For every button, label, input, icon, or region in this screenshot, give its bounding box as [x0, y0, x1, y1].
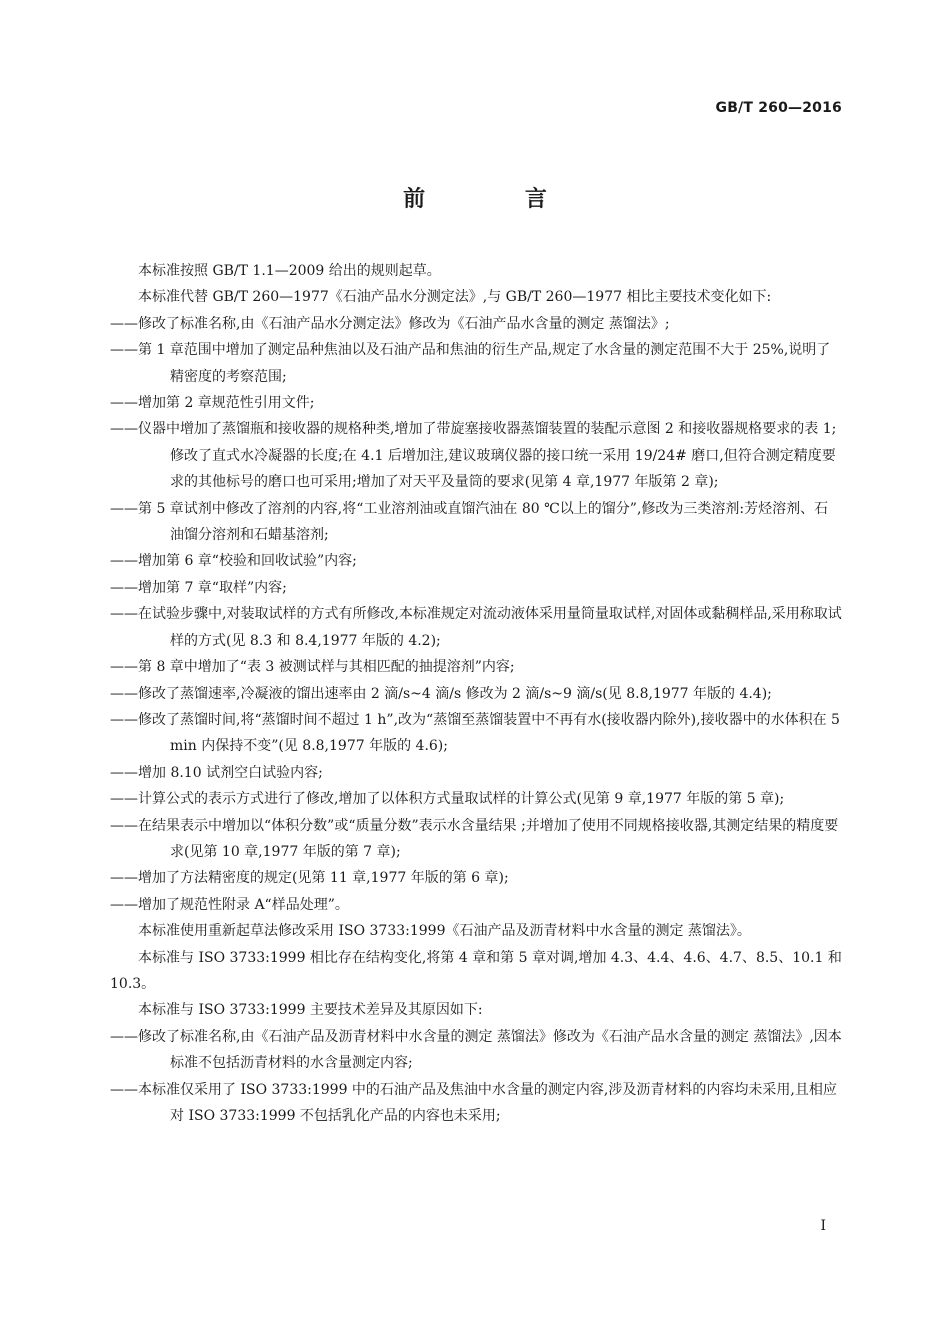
list-item: ——计算公式的表示方式进行了修改,增加了以体积方式量取试样的计算公式(见第 9 章,1977 年版的第 5 章);	[110, 791, 785, 808]
list-item: ——修改了蒸馏速率,冷凝液的馏出速率由 2 滴/s~4 滴/s 修改为 2 滴/s~9 滴/s(见 8.8,1977 年版的 4.4);	[110, 685, 772, 702]
paragraph: 本标准与 ISO 3733:1999 主要技术差异及其原因如下:	[138, 1002, 483, 1019]
document-body	[110, 258, 842, 1129]
paragraph: 本标准代替 GB/T 260—1977《石油产品水分测定法》,与 GB/T 260—1977 相比主要技术变化如下:	[138, 289, 772, 306]
list-item: ——第 5 章试剂中修改了溶剂的内容,将“工业溶剂油或直馏汽油在 80 ℃以上的馏分”,修改为三类溶剂:芳烃溶剂、石油馏分溶剂和石蜡基溶剂;	[110, 500, 829, 544]
list-item: ——修改了标准名称,由《石油产品水分测定法》修改为《石油产品水含量的测定 蒸馏法》;	[110, 315, 670, 332]
list-item: ——修改了蒸馏时间,将“蒸馏时间不超过 1 h”,改为“蒸馏至蒸馏装置中不再有水(接收器内除外),接收器中的水体积在 5 min 内保持不变”(见 8.8,1977 年版的 4.6);	[110, 711, 840, 755]
list-item: ——增加 8.10 试剂空白试验内容;	[110, 764, 323, 781]
paragraph: 本标准使用重新起草法修改采用 ISO 3733:1999《石油产品及沥青材料中水含量的测定 蒸馏法》。	[138, 923, 751, 940]
list-item: ——在试验步骤中,对装取试样的方式有所修改,本标准规定对流动液体采用量筒量取试样,对固体或黏稠样品,采用称取试样的方式(见 8.3 和 8.4,1977 年版的 4.2);	[110, 606, 842, 649]
list-item: ——增加第 7 章“取样”内容;	[110, 579, 287, 596]
list-item: ——在结果表示中增加以“体积分数”或“质量分数”表示水含量结果 ;并增加了使用不同规格接收器,其测定结果的精度要求(见第 10 章,1977 年版的第 7 章);	[110, 817, 839, 860]
list-item: ——增加第 6 章“校验和回收试验”内容;	[110, 553, 357, 570]
page-title: 前 言	[403, 187, 593, 212]
list-item: ——仪器中增加了蒸馏瓶和接收器的规格种类,增加了带旋塞接收器蒸馏装置的装配示意图 2 和接收器规格要求的表 1;修改了直式水冷凝器的长度;在 4.1 后增加注,建议玻璃仪器的接口统一采用 19/24# 磨口,但符合测定精度要求的其他标号的磨口也可采用;增加了对天平及量筒的要求(见第 4 章,1977 年版第 2 章);	[110, 421, 837, 491]
list-item: ——本标准仅采用了 ISO 3733:1999 中的石油产品及焦油中水含量的测定内容,涉及沥青材料的内容均未采用,且相应对 ISO 3733:1999 不包括乳化产品的内容也未采用;	[110, 1081, 837, 1124]
list-item: ——增加了规范性附录 A“样品处理”。	[110, 896, 349, 913]
standard-code: GB/T 260—2016	[715, 100, 842, 116]
page-number: I	[820, 1218, 826, 1234]
list-item: ——第 8 章中增加了“表 3 被测试样与其相匹配的抽提溶剂”内容;	[110, 659, 515, 676]
list-item: ——增加第 2 章规范性引用文件;	[110, 395, 315, 412]
list-item: ——增加了方法精密度的规定(见第 11 章,1977 年版的第 6 章);	[110, 870, 509, 887]
list-item: ——修改了标准名称,由《石油产品及沥青材料中水含量的测定 蒸馏法》修改为《石油产品水含量的测定 蒸馏法》,因本标准不包括沥青材料的水含量测定内容;	[110, 1028, 842, 1072]
paragraph: 本标准与 ISO 3733:1999 相比存在结构变化,将第 4 章和第 5 章对调,增加 4.3、4.4、4.6、4.7、8.5、10.1 和 10.3。	[110, 949, 842, 992]
list-item: ——第 1 章范围中增加了测定品种焦油以及石油产品和焦油的衍生产品,规定了水含量的测定范围不大于 25%,说明了精密度的考察范围;	[110, 342, 831, 385]
paragraph: 本标准按照 GB/T 1.1—2009 给出的规则起草。	[138, 263, 441, 279]
